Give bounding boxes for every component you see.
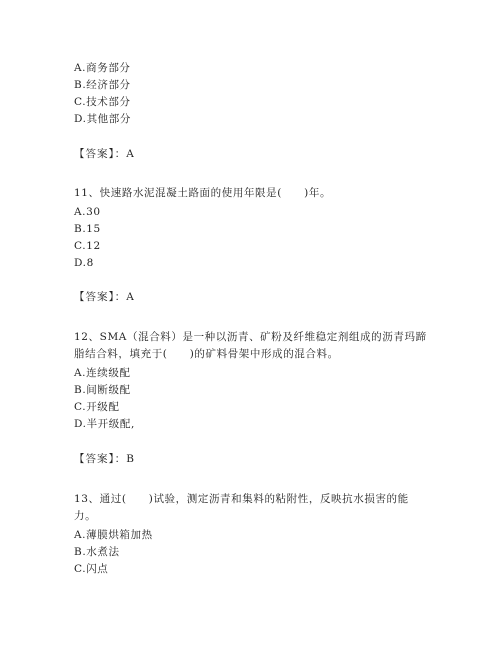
option-c: C.12 [74,240,101,252]
option-b: B.间断级配 [74,384,131,396]
answer-label: 【答案】：B [74,453,135,465]
option-b: B.水煮法 [74,546,120,558]
option-c: C.闪点 [74,563,109,575]
question-12-stem-line-1: 12、SMA（混合料）是一种以沥青、矿粉及纤维稳定剂组成的沥青玛蹄 [74,331,427,343]
option-a: A.连续级配 [74,367,131,379]
option-c: C.开级配 [74,401,120,413]
answer-label: 【答案】：A [74,291,135,303]
option-a: A.30 [74,206,101,218]
option-c: C.技术部分 [74,96,131,108]
question-13-stem-line-2: 力。 [74,510,97,522]
option-b: B.经济部分 [74,79,131,91]
option-d: D.8 [74,257,94,269]
option-a: A.商务部分 [74,62,131,74]
exam-page [74,0,434,647]
question-11-stem: 11、快速路水泥混凝土路面的使用年限是( )年。 [74,187,332,199]
option-d: D.其他部分 [74,113,131,125]
option-b: B.15 [74,223,101,235]
answer-label: 【答案】：A [74,148,135,160]
option-d: D.半开级配, [74,418,135,430]
question-12-stem-line-2: 脂结合料，填充于( )的矿料骨架中形成的混合料。 [74,348,339,360]
option-a: A.薄膜烘箱加热 [74,529,153,541]
question-13-stem-line-1: 13、通过( )试验，测定沥青和集料的粘附性，反映抗水损害的能 [74,493,409,505]
